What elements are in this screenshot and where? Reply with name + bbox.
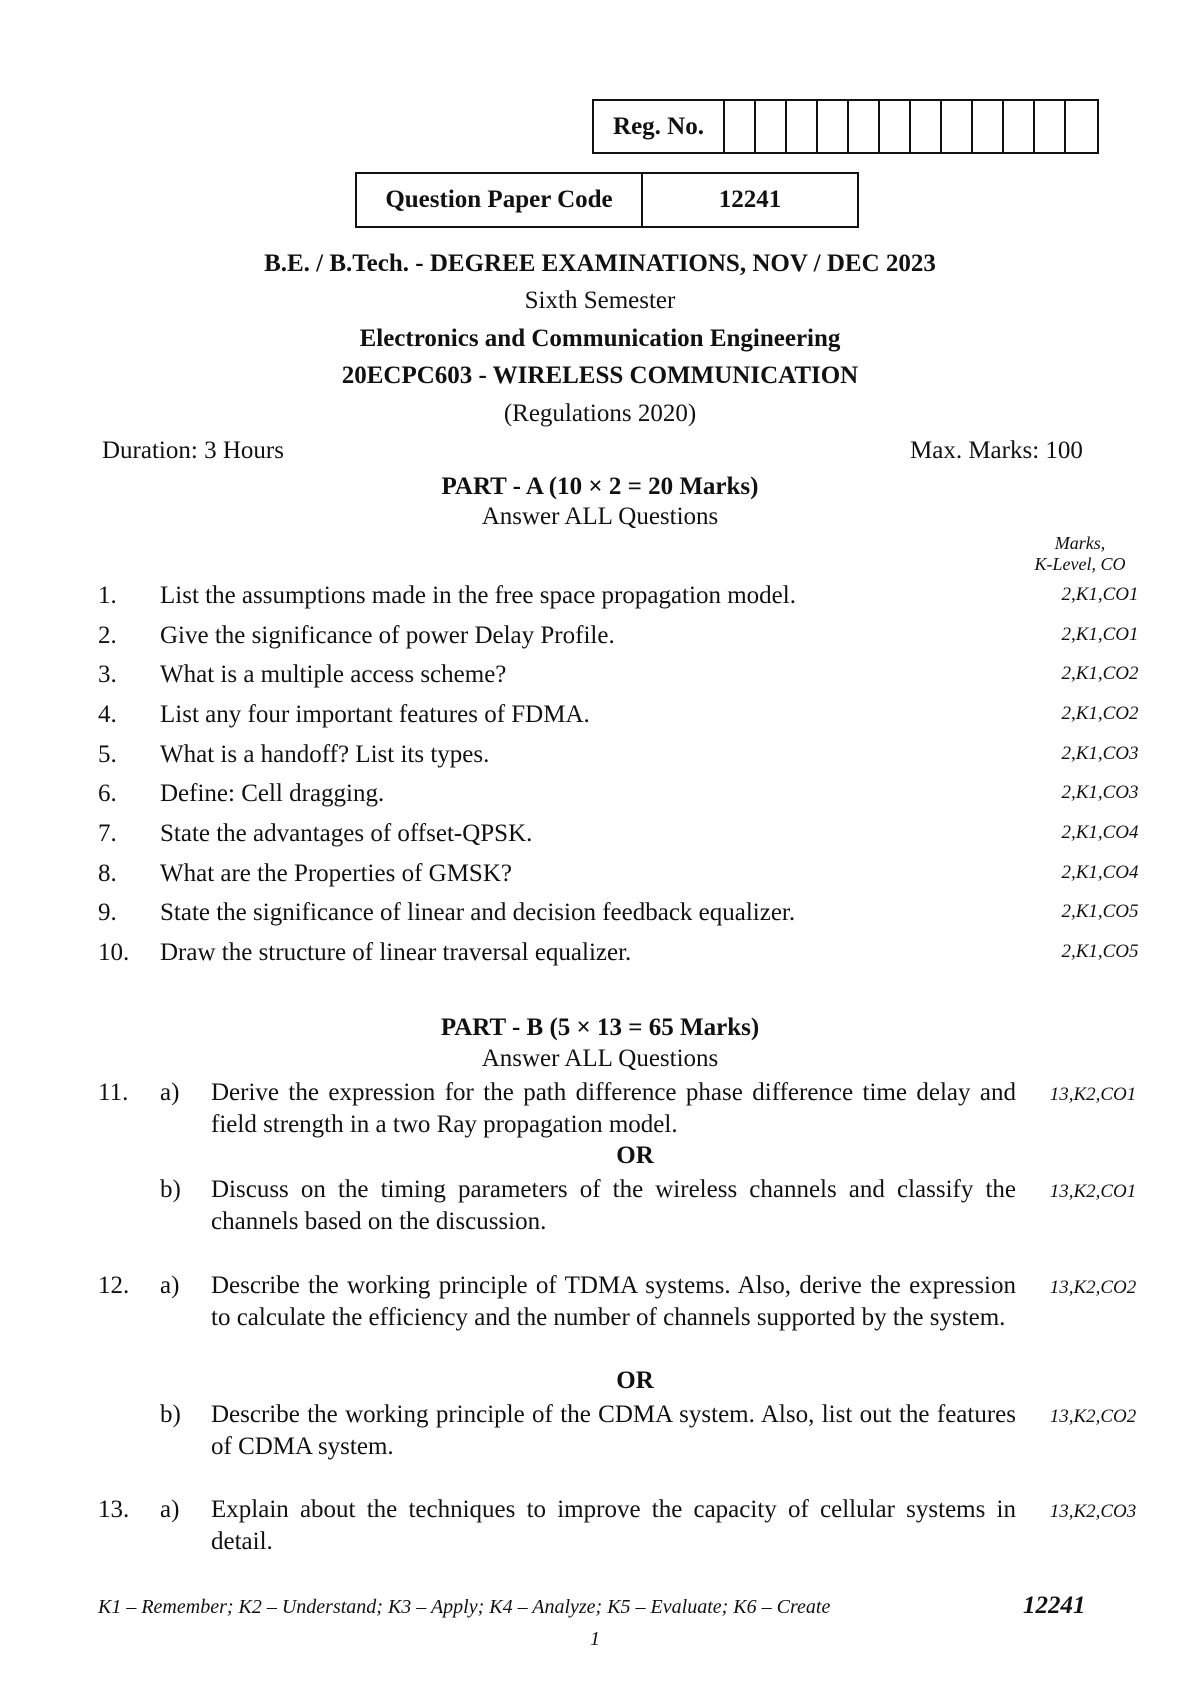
question-text: State the advantages of offset-QPSK. [160,820,533,847]
question-marks: 13,K2,CO3 [1049,1501,1137,1522]
or-separator: OR [616,1142,654,1169]
question-item [98,899,1138,927]
question-marks: 13,K2,CO2 [1049,1406,1137,1427]
question-marks: 2,K1,CO1 [1061,584,1139,605]
reg-no-cell [818,101,849,152]
part-b-title: PART - B (5 × 13 = 65 Marks) [440,1014,760,1041]
reg-no-cell [849,101,880,152]
part-b-instruction: Answer ALL Questions [481,1045,719,1072]
question-number: 5. [98,741,117,768]
question-item [98,622,1138,650]
question-item [98,661,1138,689]
sub-question-label: b) [160,1401,181,1428]
question-text: Derive the expression for the path difference phase difference time delay and field strength in a two Ray propagation model. [211,1079,1016,1138]
question-marks: 2,K1,CO5 [1061,901,1139,922]
question-text: Draw the structure of linear traversal equalizer. [160,939,632,966]
question-11b [98,1174,1160,1238]
question-text: Describe the working principle of the CDMA system. Also, list out the features of CDMA system. [211,1401,1016,1460]
question-item [98,820,1138,848]
question-paper-code-box [355,172,859,228]
reg-no-cell [911,101,942,152]
marks-header-line-1: Marks, [1054,533,1106,553]
question-item [98,741,1138,769]
question-text: List any four important features of FDMA. [160,701,590,728]
exam-title: B.E. / B.Tech. - DEGREE EXAMINATIONS, NOV / DEC 2023 [264,250,936,277]
qp-code-label: Question Paper Code [357,174,643,226]
question-number: 9. [98,899,117,926]
sub-question-label: a) [160,1272,180,1299]
question-number: 7. [98,820,117,847]
reg-no-cell [725,101,756,152]
question-marks: 13,K2,CO1 [1049,1181,1137,1202]
question-marks: 2,K1,CO3 [1061,782,1139,803]
question-number: 8. [98,860,117,887]
question-text: What is a multiple access scheme? [160,661,507,688]
question-text: Give the significance of power Delay Profile. [160,622,615,649]
question-number: 1. [98,582,117,609]
question-number: 10. [98,939,130,966]
regulations: (Regulations 2020) [503,400,697,427]
semester: Sixth Semester [524,287,676,314]
footer-paper-code: 12241 [1023,1592,1086,1619]
question-item [98,701,1138,729]
question-marks: 2,K1,CO5 [1061,941,1139,962]
marks-header [1020,533,1140,575]
department: Electronics and Communication Engineering [359,325,841,352]
max-marks: Max. Marks: 100 [910,437,1083,464]
question-11a [98,1077,1160,1141]
sub-question-label: a) [160,1496,180,1523]
question-marks: 2,K1,CO3 [1061,743,1139,764]
question-text: What are the Properties of GMSK? [160,860,512,887]
reg-no-cell [1004,101,1035,152]
question-marks: 13,K2,CO1 [1049,1084,1137,1105]
question-number: 2. [98,622,117,649]
reg-no-label: Reg. No. [594,101,725,152]
k-level-legend: K1 – Remember; K2 – Understand; K3 – Apply; K4 – Analyze; K5 – Evaluate; K6 – Create [98,1596,831,1618]
question-text: Discuss on the timing parameters of the wireless channels and classify the channels based on the discussion. [211,1176,1016,1235]
question-13a [98,1494,1160,1558]
question-item [98,939,1138,967]
reg-no-cell [1035,101,1066,152]
question-marks: 2,K1,CO1 [1061,624,1139,645]
question-marks: 2,K1,CO4 [1061,862,1139,883]
or-separator: OR [616,1367,654,1394]
part-a-instruction: Answer ALL Questions [481,503,719,530]
question-12b [98,1399,1160,1463]
question-item [98,582,1138,610]
question-marks: 2,K1,CO2 [1061,703,1139,724]
question-marks: 13,K2,CO2 [1049,1277,1137,1298]
question-text: What is a handoff? List its types. [160,741,490,768]
question-marks: 2,K1,CO4 [1061,822,1139,843]
question-number: 12. [98,1272,130,1299]
question-marks: 2,K1,CO2 [1061,663,1139,684]
question-text: Define: Cell dragging. [160,780,385,807]
question-number: 13. [98,1496,130,1523]
reg-no-cell [880,101,911,152]
course-title: 20ECPC603 - WIRELESS COMMUNICATION [341,362,859,389]
reg-no-cell [787,101,818,152]
question-number: 6. [98,780,117,807]
reg-no-cell [1066,101,1097,152]
part-a-title: PART - A (10 × 2 = 20 Marks) [441,473,759,500]
sub-question-label: b) [160,1176,181,1203]
question-number: 4. [98,701,117,728]
reg-no-cell [942,101,973,152]
question-text: Explain about the techniques to improve the capacity of cellular systems in detail. [211,1496,1016,1555]
question-number: 11. [98,1079,129,1106]
question-item [98,860,1138,888]
question-text: List the assumptions made in the free space propagation model. [160,582,796,609]
question-item [98,780,1138,808]
qp-code-value: 12241 [718,186,782,213]
page-number: 1 [590,1628,600,1650]
question-text: State the significance of linear and decision feedback equalizer. [160,899,796,926]
sub-question-label: a) [160,1079,180,1106]
marks-header-line-2: K-Level, CO [1034,554,1126,574]
reg-no-cell [756,101,787,152]
question-12a [98,1270,1160,1366]
question-number: 3. [98,661,117,688]
duration: Duration: 3 Hours [102,437,284,464]
reg-no-cell [973,101,1004,152]
question-text: Describe the working principle of TDMA systems. Also, derive the expression to calculate the efficiency and the number of channels supported by the system. [211,1272,1016,1331]
reg-no-box [592,99,1099,154]
